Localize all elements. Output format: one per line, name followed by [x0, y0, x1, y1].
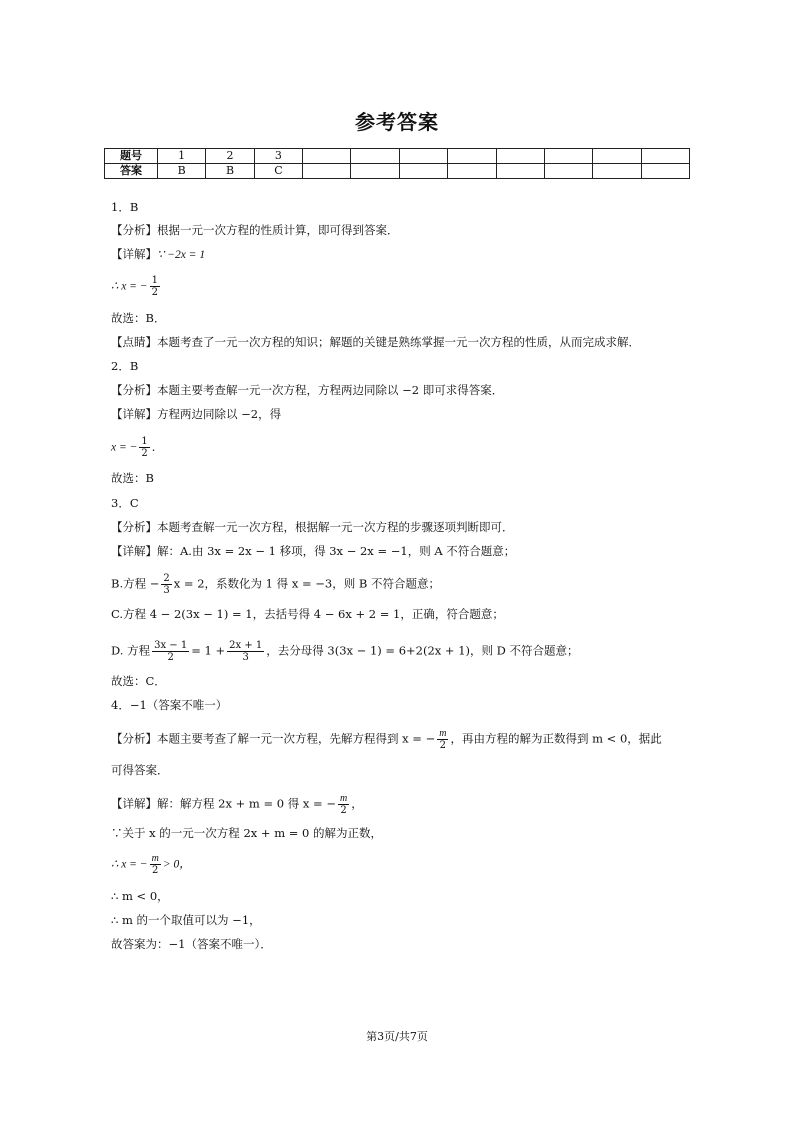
q1-conclusion: 故选：B．	[111, 311, 166, 325]
fraction-numerator: 1	[151, 275, 158, 286]
fraction-denominator: 2	[141, 448, 148, 459]
comment-text: 本题考查了一元一次方程的知识；解题的关键是熟练掌握一元一次方程的性质，从而完成求解．	[157, 335, 640, 349]
comment-tag: 【点睛】	[111, 335, 157, 349]
detail-text: 方程两边同除以 −2，得	[157, 407, 282, 421]
table-cell	[641, 149, 689, 164]
q3-analysis	[111, 519, 514, 535]
fraction-denominator: 3	[163, 585, 170, 596]
q4-analysis	[111, 728, 662, 751]
q1-analysis	[111, 222, 399, 238]
table-row	[105, 164, 690, 179]
table-cell	[496, 164, 544, 179]
row-label-answer: 答案	[105, 164, 158, 179]
table-cell: B	[206, 164, 254, 179]
q4-analysis-cont: 可得答案．	[111, 763, 169, 777]
q4-line5: ∴ m 的一个取值可以为 −1，	[111, 913, 261, 927]
step-equation: x = −	[111, 441, 138, 454]
fraction-denominator: 2	[152, 865, 159, 876]
step-equation: ∴ x = −	[111, 280, 148, 293]
q4-detail	[111, 793, 363, 816]
analysis-tag: 【分析】	[111, 383, 157, 397]
q1-head: 1．B	[111, 200, 139, 214]
detail-tag: 【详解】	[111, 544, 157, 558]
fraction	[227, 640, 264, 663]
table-cell	[593, 164, 641, 179]
fraction	[338, 793, 349, 816]
table-cell	[303, 164, 351, 179]
q2-conclusion: 故选：B	[111, 471, 154, 485]
table-cell: 2	[206, 149, 254, 164]
table-cell: B	[158, 164, 206, 179]
table-cell	[448, 164, 496, 179]
q2-detail	[111, 406, 281, 422]
option-a-text: 解：A.由 3x = 2x − 1 移项，得 3x − 2x = −1，则 A 不符合题意；	[157, 544, 516, 558]
fraction-denominator: 2	[340, 805, 347, 816]
option-d-post: ，去分母得 3(3x − 1) = 6+2(2x + 1)，则 D 不符合题意；	[266, 643, 579, 658]
page-footer: 第3页/共7页	[366, 1030, 428, 1043]
detail-tag: 【详解】	[111, 796, 157, 811]
table-cell	[544, 164, 592, 179]
q1-step	[111, 275, 162, 298]
q3-option-c: C.方程 4 − 2(3x − 1) = 1，去括号得 4 − 6x + 2 = 1，正确，符合题意；	[111, 607, 504, 621]
detail-tag: 【详解】	[111, 407, 157, 421]
q1-comment	[111, 334, 640, 350]
q4-conclusion: 故答案为：−1（答案不唯一）．	[111, 937, 272, 951]
q3-head: 3．C	[111, 496, 139, 510]
table-cell	[399, 149, 447, 164]
q4-head: 4．−1（答案不唯一）	[111, 698, 228, 712]
table-cell	[641, 164, 689, 179]
analysis-post: ，再由方程的解为正数得到 m < 0，据此	[450, 731, 662, 746]
table-row	[105, 149, 690, 164]
q3-option-d	[111, 640, 579, 663]
detail-post: ，	[351, 796, 363, 811]
q3-option-a	[111, 543, 515, 559]
analysis-tag: 【分析】	[111, 223, 157, 237]
option-b-pre: B.方程 −	[111, 576, 160, 591]
fraction-numerator: m	[151, 853, 159, 864]
fraction	[150, 275, 160, 298]
q3-conclusion: 故选：C．	[111, 674, 166, 688]
answer-table	[104, 148, 690, 179]
analysis-tag: 【分析】	[111, 731, 157, 746]
fraction-denominator: 2	[439, 740, 447, 751]
detail-pre: 解：解方程 2x + m = 0 得 x = −	[157, 796, 336, 811]
table-cell	[399, 164, 447, 179]
page-title: 参考答案	[355, 110, 439, 134]
analysis-text: 根据一元一次方程的性质计算，即可得到答案．	[157, 223, 399, 237]
fraction	[150, 853, 161, 876]
line3-post: > 0，	[162, 858, 191, 871]
fraction-numerator: m	[439, 728, 447, 739]
q3-option-b	[111, 573, 440, 596]
fraction-denominator: 2	[167, 652, 174, 663]
line3-pre: ∴ x = −	[111, 858, 148, 871]
table-cell	[448, 149, 496, 164]
fraction-denominator: 2	[151, 287, 158, 298]
table-cell: 1	[158, 149, 206, 164]
analysis-tag: 【分析】	[111, 520, 157, 534]
table-cell: C	[254, 164, 302, 179]
fraction	[161, 573, 171, 596]
table-cell: 3	[254, 149, 302, 164]
fraction	[437, 728, 448, 751]
analysis-text: 本题考查解一元一次方程，根据解一元一次方程的步骤逐项判断即可．	[157, 520, 514, 534]
q2-head: 2．B	[111, 359, 139, 373]
fraction-numerator: 1	[141, 436, 148, 447]
q4-line3	[111, 853, 191, 876]
detail-tag: 【详解】	[111, 247, 157, 261]
table-cell	[351, 164, 399, 179]
fraction-denominator: 3	[242, 652, 249, 663]
row-label-number: 题号	[105, 149, 158, 164]
fraction	[139, 436, 149, 459]
fraction	[152, 640, 189, 663]
option-b-post: x = 2，系数化为 1 得 x = −3，则 B 不符合题意；	[173, 576, 440, 591]
option-d-pre: D. 方程	[111, 643, 151, 658]
table-cell	[303, 149, 351, 164]
q1-detail	[111, 246, 205, 263]
q2-analysis	[111, 382, 503, 398]
table-cell	[544, 149, 592, 164]
fraction-numerator: 2x + 1	[229, 640, 263, 651]
detail-equation: ∵ −2x = 1	[157, 249, 206, 261]
step-punct: ．	[151, 439, 164, 454]
analysis-text: 本题主要考查解一元一次方程，方程两边同除以 −2 即可求得答案．	[157, 383, 504, 397]
table-cell	[351, 149, 399, 164]
q4-line4: ∴ m < 0，	[111, 889, 169, 903]
fraction-numerator: 2	[163, 573, 170, 584]
fraction-numerator: 3x − 1	[154, 640, 188, 651]
q4-line2: ∵关于 x 的一元一次方程 2x + m = 0 的解为正数，	[111, 826, 383, 840]
q2-step	[111, 436, 163, 459]
option-d-mid: = 1 +	[191, 643, 226, 658]
analysis-pre: 本题主要考查了解一元一次方程，先解方程得到 x = −	[157, 731, 436, 746]
table-cell	[496, 149, 544, 164]
fraction-numerator: m	[339, 793, 348, 804]
table-cell	[593, 149, 641, 164]
